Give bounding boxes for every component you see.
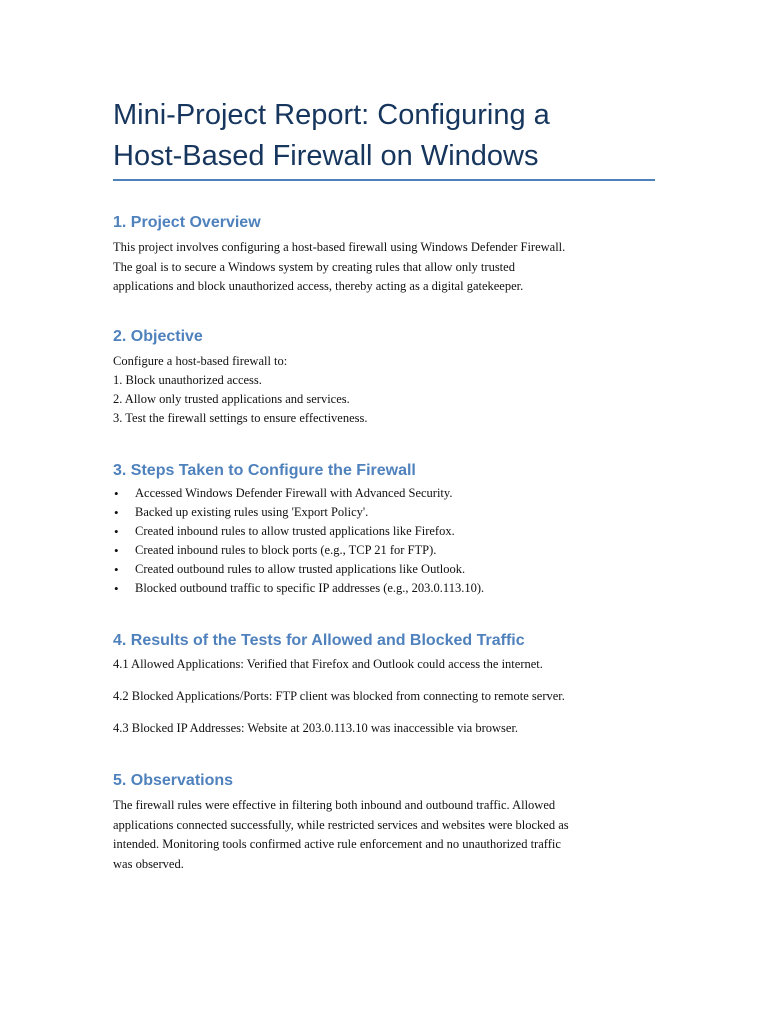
section-test-results [113, 630, 658, 738]
section-heading: 3. Steps Taken to Configure the Firewall [113, 462, 416, 479]
section-objective [113, 326, 658, 428]
result-item: 4.3 Blocked IP Addresses: Website at 203.0.113.10 was inaccessible via browser. [113, 721, 519, 735]
bullet-icon: • [114, 562, 119, 577]
objective-line: 3. Test the firewall settings to ensure effectiveness. [113, 411, 368, 425]
objective-list [113, 352, 658, 428]
section-project-overview [113, 212, 658, 297]
section-heading: 1. Project Overview [113, 214, 261, 231]
bullet-icon: • [114, 581, 119, 596]
section-paragraph [113, 238, 658, 297]
list-item-text: Accessed Windows Defender Firewall with Advanced Security. [135, 486, 453, 500]
list-item-text: Created inbound rules to block ports (e.g., TCP 21 for FTP). [135, 543, 437, 557]
list-item [113, 560, 658, 579]
paragraph-line: applications and block unauthorized access, thereby acting as a digital gatekeeper. [113, 279, 524, 293]
list-item [113, 484, 658, 503]
list-item [113, 503, 658, 522]
section-paragraph [113, 796, 658, 874]
section-observations [113, 770, 658, 874]
bullet-icon: • [114, 486, 119, 501]
paragraph-line: The firewall rules were effective in filtering both inbound and outbound traffic. Allowed [113, 798, 556, 812]
list-item-text: Created outbound rules to allow trusted applications like Outlook. [135, 562, 466, 576]
list-item-text: Created inbound rules to allow trusted applications like Firefox. [135, 524, 455, 538]
list-item-text: Backed up existing rules using 'Export Policy'. [135, 505, 369, 519]
paragraph-line: applications connected successfully, while restricted services and websites were blocked as [113, 817, 569, 832]
section-heading: 5. Observations [113, 772, 234, 789]
steps-bullet-list [113, 484, 658, 598]
list-item [113, 541, 658, 560]
paragraph-line: intended. Monitoring tools confirmed active rule enforcement and no unauthorized traffic [113, 837, 561, 851]
list-item [113, 579, 658, 598]
paragraph-line: The goal is to secure a Windows system by creating rules that allow only trusted [113, 259, 515, 274]
bullet-icon: • [114, 524, 119, 539]
title-underline [113, 179, 655, 181]
report-title-line: Host-Based Firewall on Windows [113, 140, 539, 172]
list-item-text: Blocked outbound traffic to specific IP addresses (e.g., 203.0.113.10). [135, 581, 485, 595]
result-item: 4.2 Blocked Applications/Ports: FTP client was blocked from connecting to remote server. [113, 689, 565, 703]
list-item [113, 522, 658, 541]
bullet-icon: • [114, 543, 119, 558]
report-title [113, 95, 658, 177]
objective-line: 2. Allow only trusted applications and services. [113, 392, 350, 406]
section-heading: 4. Results of the Tests for Allowed and Blocked Traffic [113, 632, 525, 649]
result-item: 4.1 Allowed Applications: Verified that Firefox and Outlook could access the internet. [113, 657, 543, 671]
paragraph-line: This project involves configuring a host-based firewall using Windows Defender Firewall. [113, 240, 566, 254]
objective-line: Configure a host-based firewall to: [113, 354, 288, 368]
bullet-icon: • [114, 505, 119, 520]
section-heading: 2. Objective [113, 328, 203, 345]
objective-line: 1. Block unauthorized access. [113, 373, 262, 387]
report-title-line: Mini-Project Report: Configuring a [113, 99, 550, 131]
section-steps-taken [113, 460, 658, 598]
paragraph-line: was observed. [113, 856, 184, 871]
